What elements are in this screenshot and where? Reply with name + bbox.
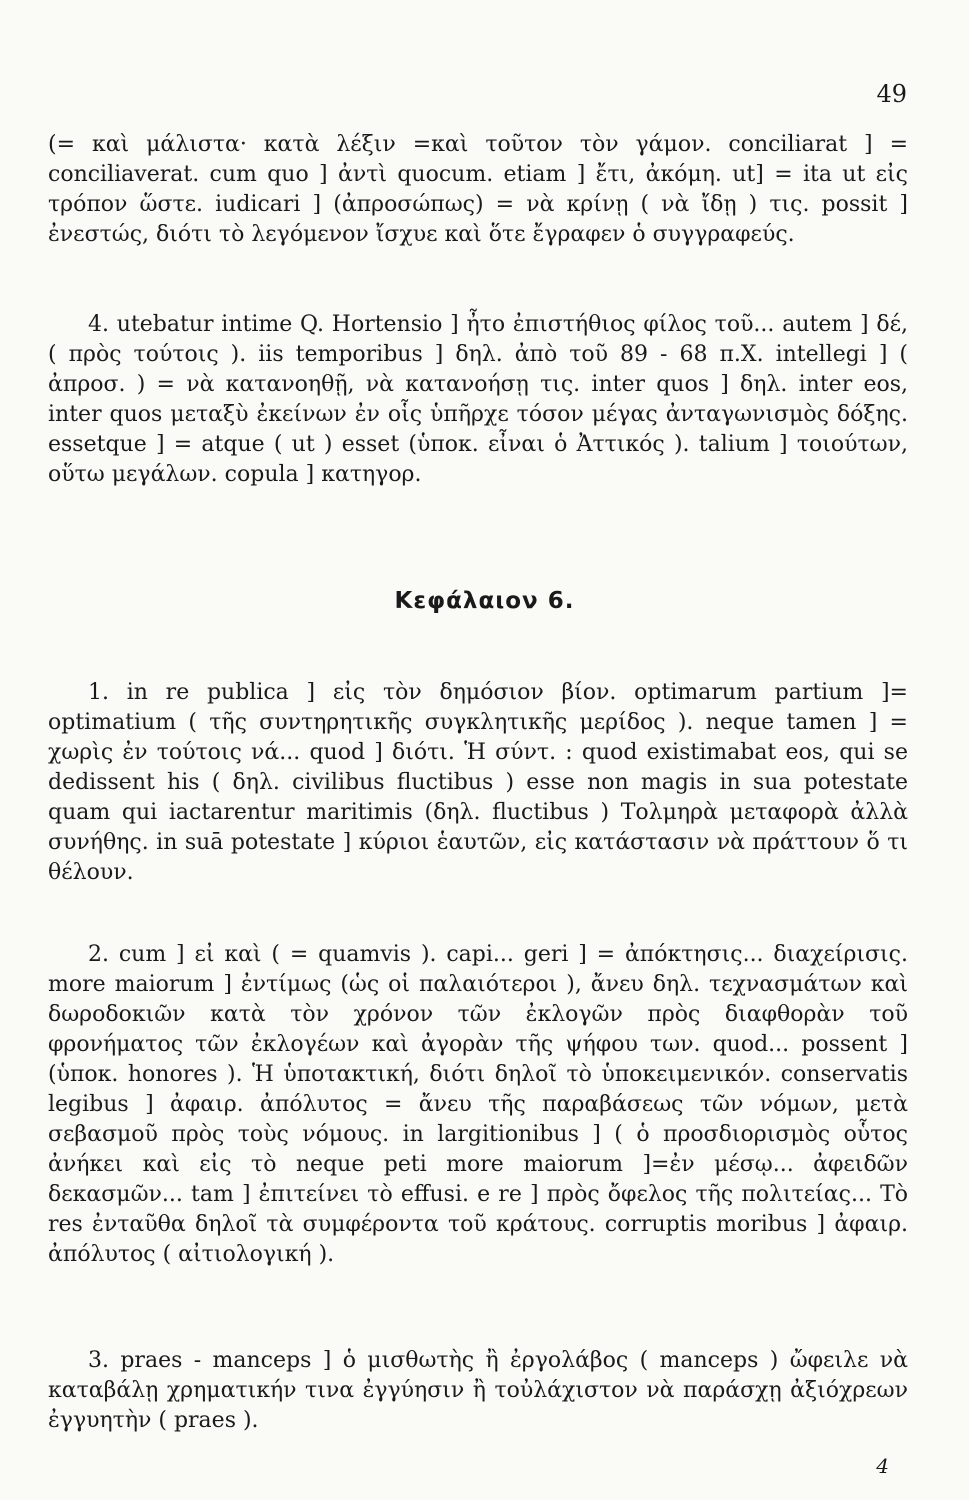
paragraph-3-block bbox=[48, 1346, 908, 1436]
paragraph-1-block bbox=[48, 678, 908, 888]
signature-mark: 4 bbox=[876, 1454, 889, 1478]
paragraph-1: 1. in re publica ] εἰς τὸν δημόσιον βίον. optimarum partium ]= optimatium ( τῆς συντηρητικῆς συγκλητικῆς μερίδος ). neque tamen ] = χωρὶς ἐν τούτοις νά... quod ] διότι. Ἡ σύντ. : quod existimabat eos, qui se dedissent his ( δηλ. civilibus fluctibus ) esse non magis in sua potestate quam qui iactarentur maritimis (δηλ. fluctibus ) Τολμηρὰ μεταφορὰ ἀλλὰ συνήθης. in suā potestate ] κύριοι ἑαυτῶν, εἰς κατάστασιν νὰ πράττουν ὅ τι θέλουν. bbox=[48, 680, 908, 885]
intro-paragraph-block bbox=[48, 130, 908, 250]
paragraph-4-block bbox=[48, 310, 908, 490]
paragraph-3: 3. praes - manceps ] ὁ μισθωτὴς ἢ ἐργολάβος ( manceps ) ὤφειλε νὰ καταβάλῃ χρηματικήν τινα ἐγγύησιν ἢ τοὐλάχιστον νὰ παράσχῃ ἀξιόχρεων ἐγγυητὴν ( praes ). bbox=[48, 1348, 908, 1433]
paragraph-4: 4. utebatur intime Q. Hortensio ] ἦτο ἐπιστήθιος φίλος τοῦ... autem ] δέ, ( πρὸς τούτοις ). iis temporibus ] δηλ. ἀπὸ τοῦ 89 - 68 π.Χ. intellegi ] ( ἀπροσ. ) = νὰ κατανοηθῇ, νὰ κατανοήσῃ τις. inter quos ] δηλ. inter eos, inter quos μεταξὺ ἐκείνων ἐν οἷς ὑπῆρχε τόσον μέγας ἀνταγωνισμὸς δόξης. essetque ] = atque ( ut ) esset (ὑποκ. εἶναι ὁ Ἀττικός ). talium ] τοιούτων, οὕτω μεγάλων. copula ] κατηγορ. bbox=[48, 312, 908, 487]
chapter-heading: Κεφάλαιον 6. bbox=[394, 588, 575, 614]
paragraph-2-block bbox=[48, 940, 908, 1270]
intro-paragraph: (= καὶ μάλιστα· κατὰ λέξιν =καὶ τοῦτον τὸν γάμον. conciliarat ] = conciliaverat. cum quo ] ἀντὶ quocum. etiam ] ἔτι, ἀκόμη. ut] = ita ut εἰς τρόπον ὥστε. iudicari ] (ἀπροσώπως) = νὰ κρίνῃ ( νὰ ἴδῃ ) τις. possit ] ἐνεστώς, διότι τὸ λεγόμενον ἴσχυε καὶ ὅτε ἔγραφεν ὁ συγγραφεύς. bbox=[48, 132, 908, 247]
page-number: 49 bbox=[876, 80, 907, 108]
paragraph-2: 2. cum ] εἰ καὶ ( = quamvis ). capi... geri ] = ἀπόκτησις... διαχείρισις. more maiorum ] ἐντίμως (ὡς οἱ παλαιότεροι ), ἄνευ δηλ. τεχνασμάτων καὶ δωροδοκιῶν κατὰ τὸν χρόνον τῶν ἐκλογῶν πρὸς διαφθορὰν τοῦ φρονήματος τῶν ἐκλογέων καὶ ἀγορὰν τῆς ψήφου των. quod... possent ] (ὑποκ. honores ). Ἡ ὑποτακτική, διότι δηλοῖ τὸ ὑποκειμενικόν. conservatis legibus ] ἀφαιρ. ἀπόλυτος = ἄνευ τῆς παραβάσεως τῶν νόμων, μετὰ σεβασμοῦ πρὸς τοὺς νόμους. in largitionibus ] ( ὁ προσδιορισμὸς οὗτος ἀνήκει καὶ εἰς τὸ neque peti more maiorum ]=ἐν μέσῳ... ἀφειδῶν δεκασμῶν... tam ] ἐπιτείνει τὸ effusi. e re ] πρὸς ὄφελος τῆς πολιτείας... Τὸ res ἐνταῦθα δηλοῖ τὰ συμφέροντα τοῦ κράτους. corruptis moribus ] ἀφαιρ. ἀπόλυτος ( αἰτιολογική ). bbox=[48, 942, 908, 1267]
